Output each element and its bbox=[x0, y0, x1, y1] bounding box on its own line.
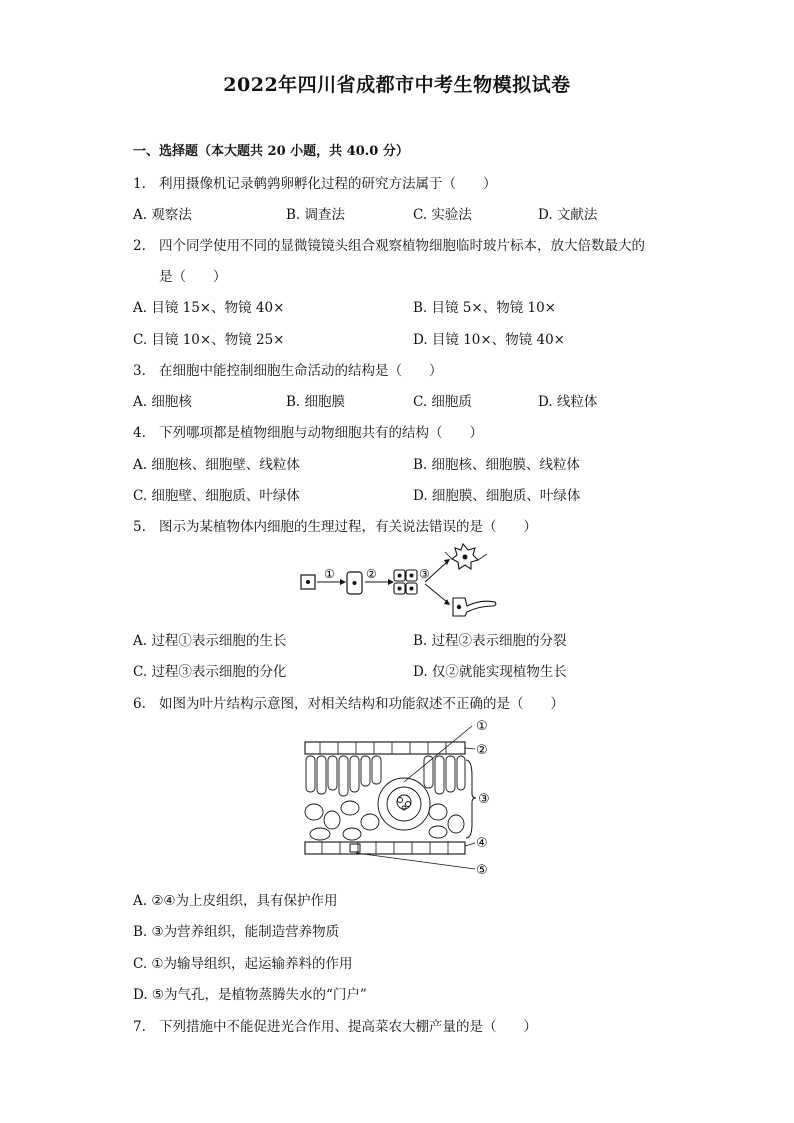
label-3: ③ bbox=[478, 792, 490, 807]
question-number: 3. bbox=[133, 363, 146, 379]
option-a: A. 细胞核、细胞壁、线粒体 bbox=[133, 457, 300, 473]
option-a: A. 细胞核 bbox=[133, 394, 192, 410]
arrowhead bbox=[340, 579, 346, 585]
option-b: B. 细胞核、细胞膜、线粒体 bbox=[413, 457, 581, 473]
question-number: 6. bbox=[133, 696, 146, 712]
label-3: ③ bbox=[419, 567, 430, 581]
option-b: B. 过程②表示细胞的分裂 bbox=[413, 633, 567, 649]
leaf-structure-figure bbox=[300, 716, 500, 881]
upper-epidermis bbox=[305, 742, 465, 754]
question-text: 四个同学使用不同的显微镜镜头组合观察植物细胞临时玻片标本，放大倍数最大的 bbox=[159, 238, 645, 254]
label-2: ② bbox=[476, 743, 488, 758]
option-a: A. 目镜 15×、物镜 40× bbox=[133, 300, 285, 316]
option-d: D. 仅②就能实现植物生长 bbox=[413, 664, 567, 680]
question-number: 1. bbox=[133, 176, 146, 192]
option-c: C. 实验法 bbox=[413, 207, 472, 223]
cell-process-line bbox=[445, 552, 452, 559]
question-7 bbox=[133, 1015, 537, 1035]
section-heading: 一、选择题（本大题共 20 小题，共 40.0 分） bbox=[133, 144, 409, 159]
option-c: C. ①为输导组织，起运输养料的作用 bbox=[133, 956, 353, 972]
option-c: C. 目镜 10×、物镜 25× bbox=[133, 332, 285, 348]
nucleus bbox=[457, 605, 461, 609]
leader-line-5 bbox=[356, 853, 475, 869]
palisade-cells bbox=[306, 756, 465, 796]
option-c: C. 过程③表示细胞的分化 bbox=[133, 664, 287, 680]
option-c: C. 细胞壁、细胞质、叶绿体 bbox=[133, 488, 300, 504]
question-4 bbox=[133, 421, 483, 441]
option-b: B. 目镜 5×、物镜 10× bbox=[413, 300, 556, 316]
option-d: D. 文献法 bbox=[538, 207, 598, 223]
question-text: 如图为叶片结构示意图，对相关结构和功能叙述不正确的是（ ） bbox=[159, 696, 564, 712]
option-d: D. 线粒体 bbox=[538, 394, 598, 410]
option-b: B. ③为营养组织，能制造营养物质 bbox=[133, 924, 340, 940]
page-title: 2022年四川省成都市中考生物模拟试卷 bbox=[223, 74, 571, 96]
question-number: 7. bbox=[133, 1019, 146, 1035]
label-2: ② bbox=[366, 567, 377, 581]
nucleus bbox=[398, 587, 402, 591]
question-text: 下列哪项都是植物细胞与动物细胞共有的结构（ ） bbox=[159, 425, 483, 441]
epidermis-cells bbox=[320, 742, 446, 754]
lower-epidermis bbox=[305, 842, 465, 854]
question-2 bbox=[133, 234, 645, 254]
question-number: 2. bbox=[133, 238, 146, 254]
arrowhead bbox=[388, 579, 394, 585]
question-text: 在细胞中能控制细胞生命活动的结构是（ ） bbox=[159, 363, 443, 379]
cell-process-figure bbox=[295, 540, 505, 620]
question-1 bbox=[133, 172, 497, 192]
vein bbox=[378, 778, 430, 830]
question-number: 5. bbox=[133, 519, 146, 535]
nucleus bbox=[463, 555, 468, 560]
nucleus bbox=[306, 580, 310, 584]
option-b: B. 细胞膜 bbox=[286, 394, 346, 410]
stoma bbox=[350, 844, 360, 852]
nucleus bbox=[410, 587, 414, 591]
question-5 bbox=[133, 515, 537, 535]
question-number: 4. bbox=[133, 425, 146, 441]
question-text: 利用摄像机记录鹌鹑卵孵化过程的研究方法属于（ ） bbox=[159, 176, 497, 192]
spongy-cells bbox=[305, 801, 464, 840]
bracket bbox=[466, 760, 476, 838]
option-d: D. 细胞膜、细胞质、叶绿体 bbox=[413, 488, 581, 504]
label-4: ④ bbox=[476, 836, 488, 851]
nucleus bbox=[398, 574, 402, 578]
label-1: ① bbox=[324, 567, 335, 581]
option-d: D. ⑤为气孔，是植物蒸腾失水的“门户” bbox=[133, 987, 367, 1003]
option-d: D. 目镜 10×、物镜 40× bbox=[413, 332, 565, 348]
question-text: 图示为某植物体内细胞的生理过程，有关说法错误的是（ ） bbox=[159, 519, 537, 535]
option-a: A. 过程①表示细胞的生长 bbox=[133, 633, 287, 649]
question-text: 下列措施中不能促进光合作用、提高菜农大棚产量的是（ ） bbox=[159, 1019, 537, 1035]
nucleus bbox=[410, 574, 414, 578]
nucleus bbox=[353, 581, 357, 585]
cell-process-line bbox=[478, 554, 487, 560]
option-b: B. 调查法 bbox=[286, 207, 346, 223]
question-2-continued: 是（ ） bbox=[159, 269, 227, 285]
label-5: ⑤ bbox=[476, 863, 488, 878]
question-3 bbox=[133, 359, 443, 379]
leader-line-4 bbox=[465, 843, 475, 846]
leader-line-2 bbox=[465, 748, 475, 749]
question-6 bbox=[133, 692, 564, 712]
arrow-3-down bbox=[425, 584, 447, 602]
label-1: ① bbox=[476, 719, 488, 734]
option-a: A. ②④为上皮组织，具有保护作用 bbox=[133, 893, 338, 909]
option-c: C. 细胞质 bbox=[413, 394, 472, 410]
option-a: A. 观察法 bbox=[133, 207, 192, 223]
lower-epidermis-cells bbox=[322, 842, 448, 854]
